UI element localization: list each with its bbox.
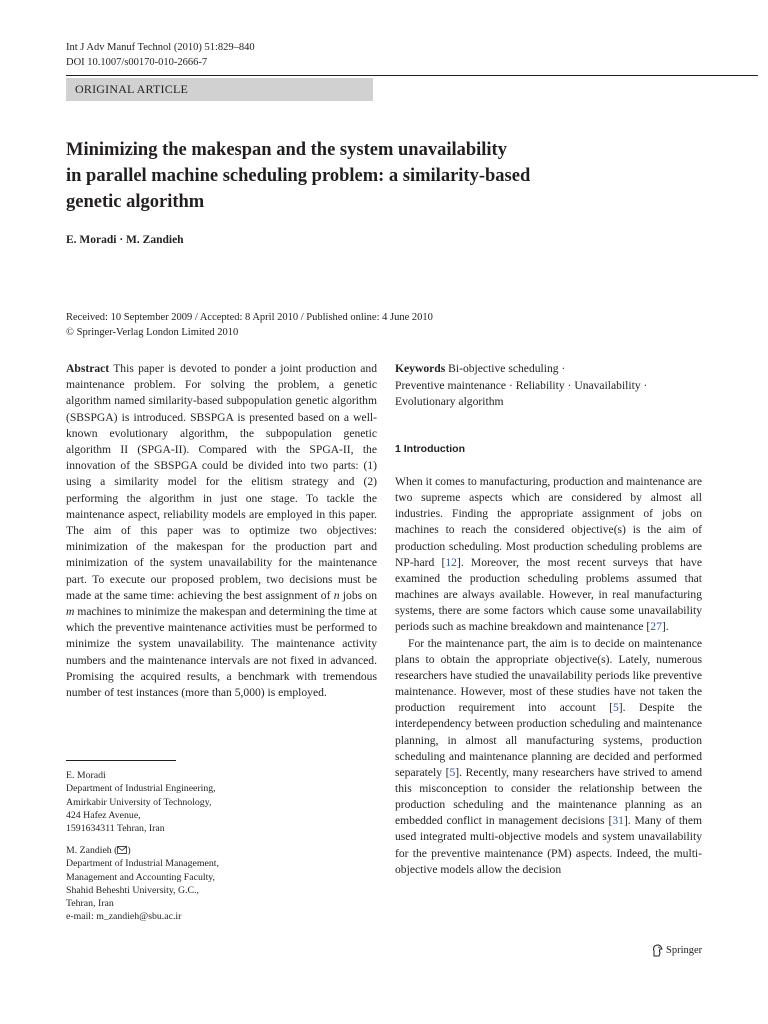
- springer-horse-icon: [651, 944, 663, 957]
- aff-line: E. Moradi: [66, 770, 106, 781]
- publication-dates: [66, 310, 433, 340]
- aff-line: Amirkabir University of Technology,: [66, 796, 212, 808]
- keywords-line: Evolutionary algorithm: [395, 395, 504, 408]
- publisher-name: Springer: [666, 945, 703, 956]
- aff-line: Department of Industrial Management,: [66, 858, 219, 870]
- text: When it comes to manufacturing, production and maintenance are two supreme aspects which are considered by almost all industries. Finding the appropriate assignment of jobs on machines to reach the considered objective(s) is the aim of production scheduling. Most production scheduling problems are NP-hard [: [395, 475, 702, 569]
- keywords: [395, 361, 705, 411]
- header-rule: [66, 75, 758, 76]
- aff-line: Management and Accounting Faculty,: [66, 871, 216, 883]
- paper-title: [66, 137, 726, 215]
- text: ]. Recently, many researchers have strived to amend this misconception to consider the relationship between the production scheduling and the maintenance planning as an embedded conflict in management decisions [: [395, 765, 702, 828]
- paragraph: [395, 636, 702, 878]
- citation-link[interactable]: 12: [445, 555, 457, 569]
- var-n: n: [333, 588, 340, 602]
- copyright-line: © Springer-Verlag London Limited 2010: [66, 327, 239, 338]
- abstract-text: jobs on: [339, 588, 377, 602]
- abstract-text: This paper is devoted to ponder a joint production and maintenance problem. For solving the problem, a genetic algorithm named similarity-based subpopulation genetic algorithm (SBSPGA) is introduced. SBSPGA is presented based on a well-known evolutionary algorithm, the subpopulation genetic algorithm II (SPGA-II). Compared with the SPGA-II, the innovation of the SBSPGA could be divided into two parts: (1) using a similarity model for the elitism strategy and (2) performing the algorithm in just one stage. To tackle the maintenance aspect, reliability models are employed in this paper. The aim of this paper was to optimize two objectives: minimization of the makespan for the production part and minimization of the system unavailability for the maintenance part. To execute our proposed problem, two decisions must be made at the same time: achieving the best assignment of: [66, 362, 377, 602]
- abstract-text: machines to minimize the makespan and determining the time at which the preventive maintenance activities must be performed to minimize the system unavailability. The maintenance activity numbers and the maintenance intervals are not fixed in advanced. Promising the acquired results, a benchmark with tremendous number of test instances (more than 5,000) is employed.: [66, 605, 377, 700]
- aff-line: 424 Hafez Avenue,: [66, 809, 141, 821]
- abstract-label: Abstract: [66, 362, 110, 375]
- aff-line: 1591634311 Tehran, Iran: [66, 823, 165, 835]
- received-line: Received: 10 September 2009 / Accepted: 8 April 2010 / Published online: 4 June 2010: [66, 312, 433, 323]
- article-type-banner: ORIGINAL ARTICLE: [66, 78, 373, 101]
- citation-link[interactable]: 27: [650, 620, 662, 634]
- envelope-icon: [117, 846, 127, 854]
- aff-name: M. Zandieh (: [66, 845, 118, 856]
- journal-header: [66, 40, 255, 70]
- aff-name-end: ): [127, 845, 131, 856]
- keywords-line: Preventive maintenance · Reliability · Unavailability ·: [395, 378, 648, 392]
- publisher-logo: [651, 944, 702, 957]
- paragraph: [395, 474, 702, 636]
- text: ]. Despite the interdependency between production scheduling and maintenance planning, in almost all manufacturing systems, production scheduling and maintenance planning are decided and performed separately [: [395, 701, 702, 779]
- section-heading: 1 Introduction: [395, 443, 465, 455]
- citation-link[interactable]: 31: [612, 814, 624, 828]
- title-line: in parallel machine scheduling problem: a similarity-based: [66, 166, 531, 186]
- introduction-body: [395, 474, 702, 878]
- text: ].: [661, 620, 669, 634]
- title-line: Minimizing the makespan and the system unavailability: [66, 140, 507, 160]
- affiliation-zandieh: [66, 844, 377, 924]
- aff-line: Shahid Beheshti University, G.C.,: [66, 884, 199, 896]
- citation-link[interactable]: 5: [449, 765, 456, 779]
- doi: DOI 10.1007/s00170-010-2666-7: [66, 57, 208, 68]
- text: ]. Moreover, the most recent surveys that have examined the production scheduling problems assumed that machines are always available. However, in real manufacturing systems, there are some factors which cause some unavailability periods such as machine breakdown and maintenance [: [395, 555, 703, 634]
- aff-line: Tehran, Iran: [66, 898, 114, 910]
- affiliation-rule: [66, 760, 176, 761]
- keywords-line: Bi-objective scheduling ·: [445, 362, 566, 375]
- email[interactable]: e-mail: m_zandieh@sbu.ac.ir: [66, 911, 182, 923]
- authors: E. Moradi · M. Zandieh: [66, 234, 184, 246]
- journal-citation: Int J Adv Manuf Technol (2010) 51:829–840: [66, 42, 255, 53]
- citation-link[interactable]: 5: [612, 701, 619, 715]
- var-m: m: [66, 605, 75, 619]
- aff-line: Department of Industrial Engineering,: [66, 783, 216, 795]
- affiliation-moradi: [66, 769, 377, 835]
- keywords-label: Keywords: [395, 362, 446, 375]
- text: For the maintenance part, the aim is to decide on maintenance plans to obtain the appropriate objective(s). Lately, numerous researchers have studied the unavailability periods like preventive maintenance. However, most of these studies have not taken the production requirement into account [: [395, 636, 702, 715]
- text: ]. Many of them used integrated multi-objective models and system unavailability for the preventive maintenance (PM) aspects. Indeed, the multi-objective models allow the decision: [395, 814, 702, 876]
- title-line: genetic algorithm: [66, 192, 205, 212]
- abstract: [66, 361, 377, 701]
